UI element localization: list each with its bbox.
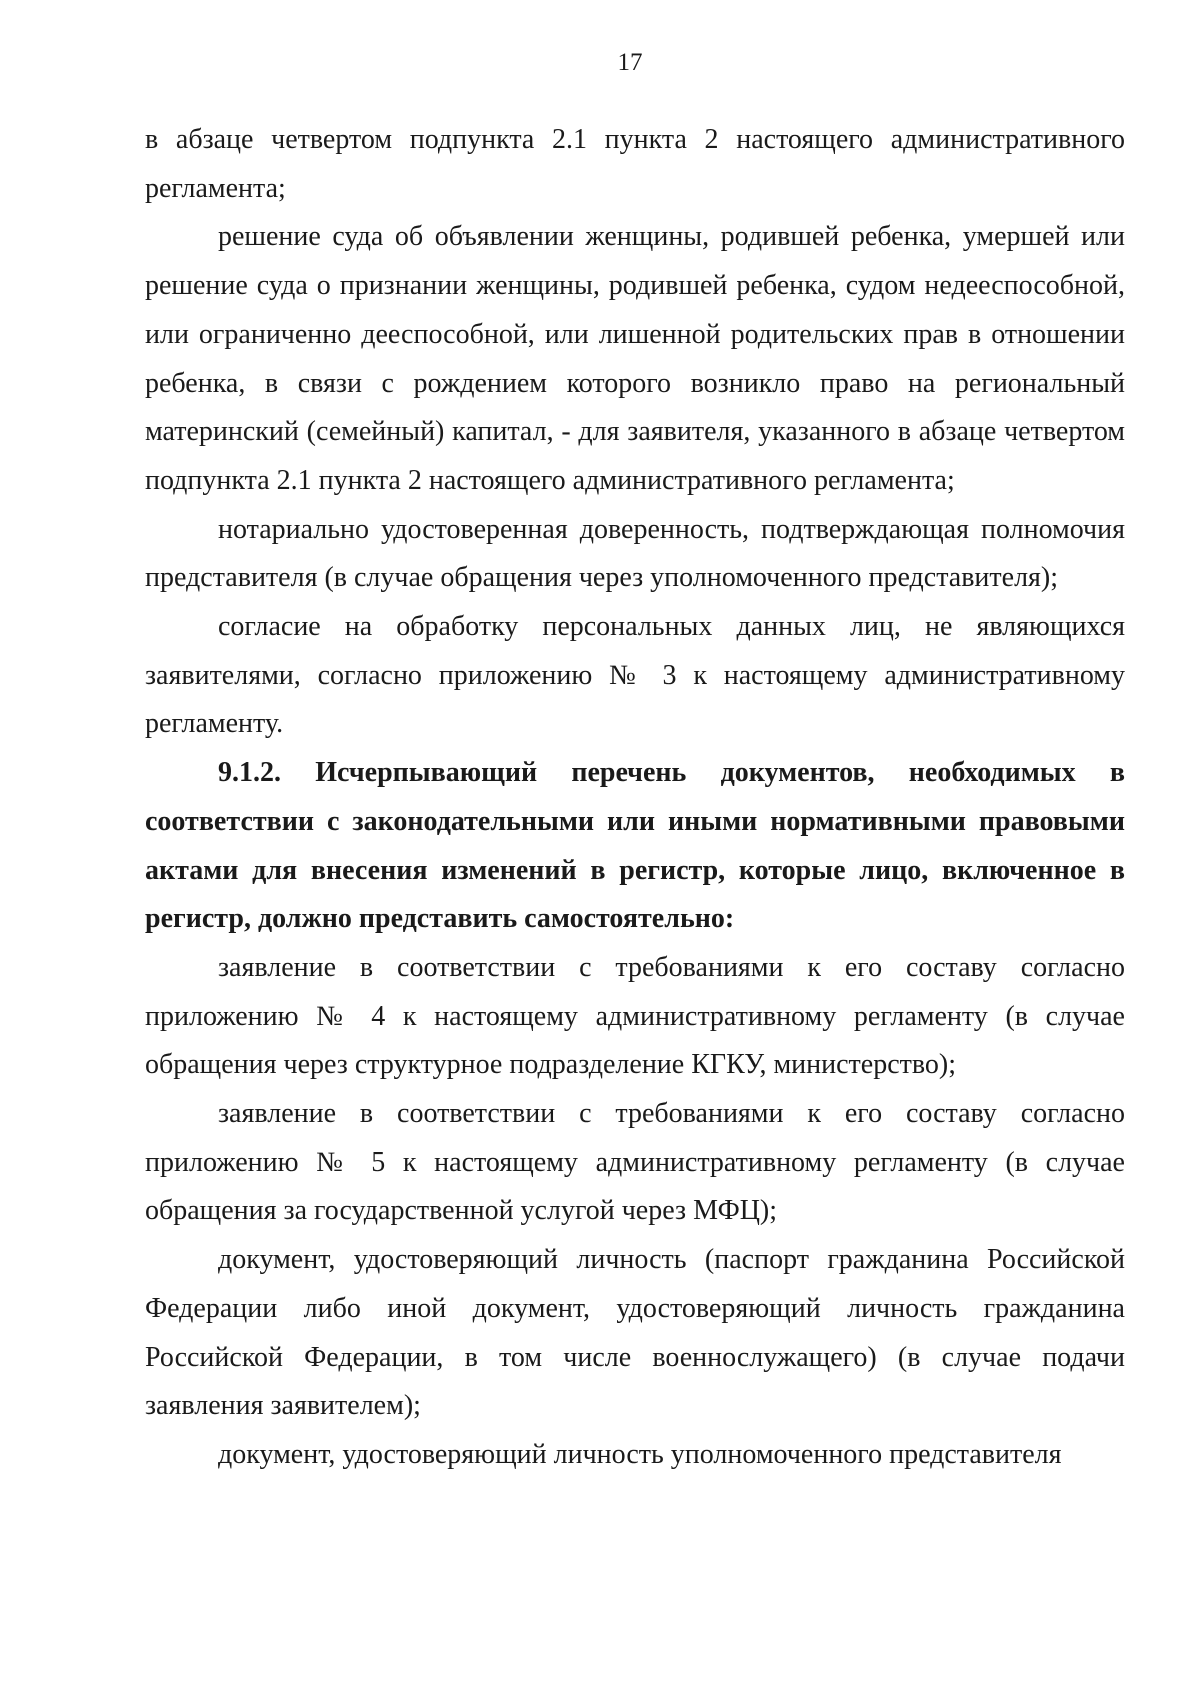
paragraph-application-appendix-5: заявление в соответствии с требованиями к его составу согласно приложению № 5 к настоящему административному регламенту (в случае обращения за государственной услугой через МФЦ); [145,1098,1125,1227]
paragraph-continuation: в абзаце четвертом подпункта 2.1 пункта 2 настоящего административного регламента; [145,124,1125,204]
page-number: 17 [617,49,643,76]
paragraph-power-of-attorney: нотариально удостоверенная доверенность, подтверждающая полномочия представителя (в случае обращения через уполномоченного представителя); [145,513,1125,594]
paragraph-personal-data-consent: согласие на обработку персональных данных лиц, не являющихся заявителями, согласно приложению № 3 к настоящему административному регламенту. [145,611,1125,740]
paragraph-representative-identity: документ, удостоверяющий личность уполномоченного представителя [218,1438,1062,1470]
document-body [145,116,1125,1480]
section-heading-9-1-2: 9.1.2. Исчерпывающий перечень документов, необходимых в соответствии с законодательными или иными нормативными правовыми актами для внесения изменений в регистр, которые лицо, включенное в регистр, должно представить самостоятельно: [145,757,1125,935]
paragraph-application-appendix-4: заявление в соответствии с требованиями к его составу согласно приложению № 4 к настоящему административному регламенту (в случае обращения через структурное подразделение КГКУ, министерство); [145,951,1125,1081]
paragraph-court-decision: решение суда об объявлении женщины, родившей ребенка, умершей или решение суда о признании женщины, родившей ребенка, судом недееспособной, или ограниченно дееспособной, или лишенной родительских прав в отношении ребенка, в связи с рождением которого возникло право на региональный материнский (семейный) капитал, - для заявителя, указанного в абзаце четвертом подпункта 2.1 пункта 2 настоящего административного регламента; [145,221,1125,496]
paragraph-identity-document: документ, удостоверяющий личность (паспорт гражданина Российской Федерации либо иной документ, удостоверяющий личность гражданина Российской Федерации, в том числе военнослужащего) (в случае подачи заявления заявителем); [145,1244,1125,1422]
